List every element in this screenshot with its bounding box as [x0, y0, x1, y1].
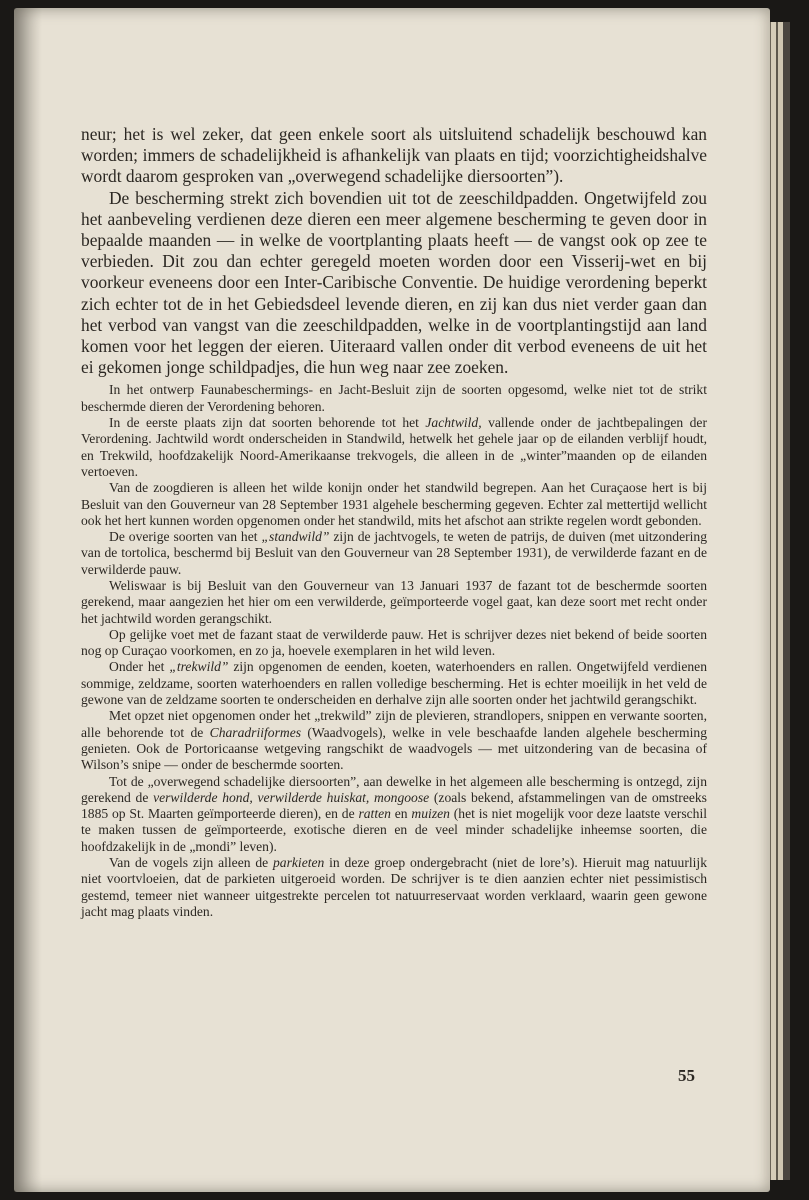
binding-gutter: [14, 8, 42, 1192]
text-run: De bescherming strekt zich bovendien uit tot de zeeschildpadden. Ongetwijfeld zou het aanbeveling verdienen deze dieren een meer algemene bescherming te geven door in bepaalde maanden — in welke de voortplanting plaats heeft — de vangst ook op zee te verbieden. Dit zou dan echter geregeld moeten worden door een Visserij-wet en bij voorkeur eveneens door een Inter-Caribische Conventie. De huidige verordening beperkt zich echter tot de in het Gebiedsdeel levende dieren, en zij kan dus niet verder gaan dan het verbod van vangst van die zeeschildpadden, welke in de voortplantingstijd aan land komen voor het leggen der eieren. Uiteraard vallen onder dit verbod eveneens de uit het ei gekomen jonge schildpadjes, die hun weg naar zee zoeken.: [81, 187, 707, 378]
body-paragraph: [81, 188, 707, 379]
body-paragraph: [81, 124, 707, 188]
text-run: Onder het: [109, 659, 170, 675]
note-paragraph: [81, 382, 707, 415]
text-run: De overige soorten van het: [109, 529, 262, 545]
note-paragraph: [81, 578, 707, 627]
text-run: (zoals bekend, afstammelingen van de omstreeks 1885 op St. Maarten geïmporteerde dieren), en de: [81, 789, 707, 822]
note-paragraph: [81, 415, 707, 480]
text-run: zijn de jachtvogels, te weten de patrijs, de duiven (met uitzondering van de tortolica, beschermd bij Besluit van den Gouverneur van 28 September 1931), de verwilderde fazant en de verwilderde pauw.: [81, 529, 708, 577]
text-run: Op gelijke voet met de fazant staat de verwilderde pauw. Het is schrijver dezes niet bekend of beide soorten nog op Curaçao voorkomen, en zo ja, hoevele exemplaren in het wild leven.: [81, 626, 707, 659]
book-page: [14, 8, 770, 1192]
text-run: (het is niet mogelijk voor deze laatste verschil te maken tussen de geïmporteerde, exotische dieren en de veel minder schadelijke inheemse soorten, die hoofdzakelijk in de „mondi” leven).: [81, 806, 708, 854]
note-paragraph: [81, 529, 707, 578]
italic-text: parkieten: [273, 855, 325, 871]
note-paragraph: [81, 627, 707, 660]
text-run: vallende onder de jachtbepalingen der Verordening. Jachtwild wordt onderscheiden in Standwild, hetwelk het gehele jaar op de eilanden verblijf houdt, en Trekwild, hoofdzakelijk Noord-Amerikaanse trekvogels, die alleen in de „winter”maanden op de eilanden vertoeven.: [81, 415, 707, 479]
note-paragraph: [81, 708, 707, 773]
italic-text: „standwild”: [261, 529, 330, 545]
text-run: Weliswaar is bij Besluit van den Gouverneur van 13 Januari 1937 de fazant tot de beschermde soorten gerekend, maar aangezien het hier om een verwilderde, geïmporteerde vogel gaat, kan deze soort met recht onder het jachtwild worden gerangschikt.: [81, 578, 707, 626]
text-run: In de eerste plaats zijn dat soorten behorende tot het: [109, 415, 426, 431]
text-run: In het ontwerp Faunabeschermings- en Jacht-Besluit zijn de soorten opgesomd, welke niet tot de strikt beschermde dieren der Verordening behoren.: [81, 382, 707, 414]
italic-text: Jachtwild,: [425, 415, 482, 431]
note-paragraph: [81, 659, 707, 708]
note-paragraph: [81, 774, 707, 855]
text-run: Met opzet niet opgenomen onder het „trekwild” zijn de plevieren, strandlopers, snippen en verwante soorten, alle behorende tot de: [81, 708, 707, 740]
italic-text: muizen: [411, 806, 450, 822]
italic-text: „trekwild”: [169, 659, 229, 675]
text-run: in deze groep ondergebracht (niet de lore’s). Hieruit mag natuurlijk niet voortvloeien, dat de parkieten uitgeroeid worden. De schrijver is te dien aanzien echter niet pessimistisch gestemd, temeer niet wanneer uitgestrekte percelen tot natuurreservaat worden verklaard, waarin geen gewone jacht mag plaats vinden.: [81, 855, 707, 919]
italic-text: verwilderde hond, verwilderde huiskat, mongoose: [153, 789, 430, 805]
text-run: Van de vogels zijn alleen de: [109, 855, 273, 871]
text-run: neur; het is wel zeker, dat geen enkele soort als uitsluitend schadelijk beschouwd kan worden; immers de schadelijkheid is afhankelijk van plaats en tijd; voorzichtigheidshalve wordt daarom gesproken van „overwegend schadelijke diersoorten”).: [81, 124, 707, 187]
page-text: [81, 124, 707, 920]
text-run: zijn opgenomen de eenden, koeten, waterhoenders en rallen. Ongetwijfeld verdienen sommige, zeldzame, soorten waterhoenders en rallen volledige bescherming. Het is echter moeilijk in het veld de gewone van de zeldzame soorten te onderscheiden en derhalve zijn alle soorten onder het jachtwild gerangschikt.: [81, 659, 707, 708]
page-number: 55: [678, 1066, 695, 1085]
text-run: (Waadvogels), welke in vele beschaafde landen algehele bescherming genieten. Ook de Portoricaanse wetgeving rangschikt de waadvogels — met uitzondering van de becasina of Wilson’s snipe — onder de beschermde soorten.: [81, 724, 707, 773]
note-paragraph: [81, 480, 707, 529]
text-run: Van de zoogdieren is alleen het wilde konijn onder het standwild begrepen. Aan het Curaçaose hert is bij Besluit van den Gouverneur van 28 September 1931 algehele bescherming gegeven. Echter zal mettertijd wellicht ook het hert kunnen worden opgenomen onder het standwild, mits het afschot aan strikte regelen wordt gebonden.: [81, 480, 707, 528]
italic-text: Charadriiformes: [209, 724, 302, 740]
italic-text: ratten: [358, 806, 391, 822]
note-paragraph: [81, 855, 707, 920]
text-run: en: [390, 806, 412, 822]
text-run: Tot de „overwegend schadelijke diersoorten”, aan dewelke in het algemeen alle bescherming is ontzegd, zijn gerekend de: [81, 773, 707, 805]
